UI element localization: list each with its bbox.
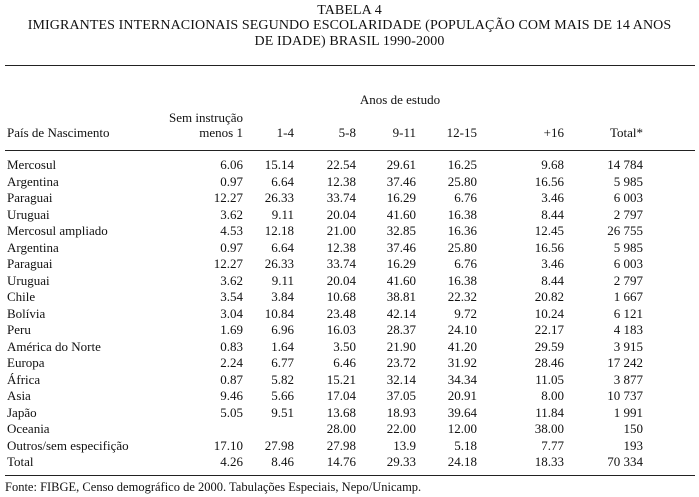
country-name: Paraguai bbox=[7, 256, 53, 271]
value-1-4: 5.66 bbox=[271, 388, 294, 403]
country-name: Chile bbox=[7, 289, 36, 304]
table-subtitle-line2: DE IDADE) BRASIL 1990-2000 bbox=[254, 34, 445, 49]
value-12-15: 25.80 bbox=[447, 173, 477, 189]
table-row bbox=[0, 306, 699, 323]
value-9-11: 32.85 bbox=[386, 223, 416, 238]
value-total: 6 003 bbox=[613, 190, 643, 205]
value-total: 6 121 bbox=[613, 305, 643, 321]
value-no-schooling: 12.27 bbox=[213, 190, 243, 205]
table-row bbox=[0, 322, 699, 339]
table-row bbox=[0, 190, 699, 207]
table-row bbox=[0, 223, 699, 240]
value-9-11: 41.60 bbox=[386, 206, 416, 222]
value-no-schooling: 6.06 bbox=[220, 157, 243, 172]
value-total: 14 784 bbox=[607, 157, 643, 172]
value-5-8: 28.00 bbox=[326, 421, 356, 436]
value-no-schooling: 0.97 bbox=[220, 173, 243, 189]
table-body bbox=[0, 157, 699, 471]
value-5-8: 15.21 bbox=[326, 371, 356, 387]
value-5-8: 21.00 bbox=[326, 223, 356, 238]
value-9-11: 37.46 bbox=[386, 239, 416, 255]
value-no-schooling: 1.69 bbox=[220, 322, 243, 337]
table-row bbox=[0, 174, 699, 191]
value-total: 3 877 bbox=[613, 371, 643, 387]
value-1-4: 6.64 bbox=[271, 173, 294, 189]
value-no-schooling: 9.46 bbox=[220, 388, 243, 403]
table-row bbox=[0, 339, 699, 356]
table-row bbox=[0, 388, 699, 405]
value-1-4: 26.33 bbox=[264, 190, 294, 205]
value-12-15: 20.91 bbox=[447, 388, 477, 403]
value-16-plus: 11.05 bbox=[535, 371, 564, 387]
value-total: 5 985 bbox=[613, 239, 643, 255]
table-row bbox=[0, 454, 699, 471]
value-no-schooling: 5.05 bbox=[220, 404, 243, 420]
value-1-4: 5.82 bbox=[271, 371, 294, 387]
value-total: 2 797 bbox=[613, 272, 643, 288]
country-name: Europa bbox=[7, 355, 45, 370]
value-5-8: 3.50 bbox=[333, 338, 356, 354]
table-row bbox=[0, 256, 699, 273]
header-col4: 12-15 bbox=[446, 125, 477, 140]
value-12-15: 16.38 bbox=[447, 272, 477, 288]
value-no-schooling: 4.53 bbox=[220, 223, 243, 238]
value-5-8: 14.76 bbox=[326, 454, 356, 469]
value-total: 70 334 bbox=[607, 454, 643, 469]
header-col0-line2: menos 1 bbox=[199, 125, 243, 140]
value-5-8: 12.38 bbox=[326, 239, 356, 255]
value-total: 193 bbox=[623, 437, 643, 453]
value-no-schooling: 3.54 bbox=[220, 289, 243, 304]
value-total: 1 667 bbox=[613, 289, 643, 304]
country-name: Asia bbox=[7, 388, 31, 403]
value-12-15: 5.18 bbox=[454, 437, 477, 453]
value-total: 1 991 bbox=[613, 404, 643, 420]
value-9-11: 18.93 bbox=[386, 404, 416, 420]
value-9-11: 38.81 bbox=[386, 289, 416, 304]
table-row bbox=[0, 273, 699, 290]
value-no-schooling: 0.83 bbox=[220, 338, 243, 354]
value-9-11: 41.60 bbox=[386, 272, 416, 288]
value-5-8: 23.48 bbox=[326, 305, 356, 321]
header-col3: 9-11 bbox=[392, 125, 416, 140]
value-12-15: 25.80 bbox=[447, 239, 477, 255]
value-12-15: 16.38 bbox=[447, 206, 477, 222]
value-5-8: 27.98 bbox=[326, 437, 356, 453]
value-5-8: 12.38 bbox=[326, 173, 356, 189]
value-16-plus: 11.84 bbox=[535, 404, 564, 420]
value-16-plus: 8.00 bbox=[541, 388, 564, 403]
value-5-8: 10.68 bbox=[326, 289, 356, 304]
value-no-schooling: 3.62 bbox=[220, 206, 243, 222]
country-name: Uruguai bbox=[7, 272, 50, 288]
value-12-15: 24.18 bbox=[447, 454, 477, 469]
header-group-years: Anos de estudo bbox=[359, 92, 441, 107]
value-5-8: 6.46 bbox=[333, 355, 356, 370]
value-5-8: 13.68 bbox=[326, 404, 356, 420]
value-total: 10 737 bbox=[607, 388, 643, 403]
value-total: 2 797 bbox=[613, 206, 643, 222]
value-9-11: 37.05 bbox=[386, 388, 416, 403]
table-row bbox=[0, 421, 699, 438]
value-9-11: 16.29 bbox=[386, 256, 416, 271]
value-total: 17 242 bbox=[607, 355, 643, 370]
value-no-schooling: 4.26 bbox=[220, 454, 243, 469]
value-5-8: 22.54 bbox=[326, 157, 356, 172]
country-name: Mercosul ampliado bbox=[7, 223, 108, 238]
table-row bbox=[0, 289, 699, 306]
value-5-8: 33.74 bbox=[326, 256, 356, 271]
value-16-plus: 7.77 bbox=[541, 437, 564, 453]
header-col6: Total* bbox=[609, 125, 643, 140]
value-12-15: 41.20 bbox=[447, 338, 477, 354]
country-name: Argentina bbox=[7, 239, 59, 255]
value-5-8: 17.04 bbox=[326, 388, 356, 403]
country-name: Argentina bbox=[7, 173, 59, 189]
country-name: Japão bbox=[7, 404, 37, 420]
table-row bbox=[0, 157, 699, 174]
value-5-8: 16.03 bbox=[326, 322, 356, 337]
value-no-schooling: 3.04 bbox=[220, 305, 243, 321]
value-16-plus: 22.17 bbox=[534, 322, 564, 337]
value-no-schooling: 0.97 bbox=[220, 239, 243, 255]
table-row bbox=[0, 372, 699, 389]
table-row bbox=[0, 405, 699, 422]
value-16-plus: 29.59 bbox=[534, 338, 564, 354]
value-1-4: 15.14 bbox=[264, 157, 294, 172]
value-no-schooling: 3.62 bbox=[220, 272, 243, 288]
value-16-plus: 16.56 bbox=[534, 173, 564, 189]
table-row bbox=[0, 240, 699, 257]
value-9-11: 21.90 bbox=[386, 338, 416, 354]
value-16-plus: 9.68 bbox=[541, 157, 564, 172]
value-12-15: 31.92 bbox=[447, 355, 477, 370]
value-16-plus: 8.44 bbox=[541, 206, 564, 222]
value-5-8: 20.04 bbox=[326, 206, 356, 222]
country-name: Uruguai bbox=[7, 206, 50, 222]
value-1-4: 3.84 bbox=[271, 289, 294, 304]
country-name: Peru bbox=[7, 322, 31, 337]
value-9-11: 28.37 bbox=[386, 322, 416, 337]
value-12-15: 9.72 bbox=[454, 305, 477, 321]
country-name: Mercosul bbox=[7, 157, 57, 172]
country-name: Oceania bbox=[7, 421, 50, 436]
value-total: 5 985 bbox=[613, 173, 643, 189]
country-name: Outros/sem especifição bbox=[7, 437, 129, 453]
value-1-4: 9.51 bbox=[271, 404, 294, 420]
value-12-15: 6.76 bbox=[454, 190, 477, 205]
value-no-schooling: 17.10 bbox=[213, 437, 243, 453]
country-name: Bolívia bbox=[7, 305, 46, 321]
value-1-4: 6.64 bbox=[271, 239, 294, 255]
value-1-4: 6.77 bbox=[271, 355, 294, 370]
table-subtitle-line1: IMIGRANTES INTERNACIONAIS SEGUNDO ESCOLARIDADE (POPULAÇÃO COM MAIS DE 14 ANOS bbox=[27, 18, 672, 33]
value-12-15: 39.64 bbox=[447, 404, 477, 420]
value-1-4: 27.98 bbox=[264, 437, 294, 453]
country-name: Total bbox=[7, 454, 34, 469]
value-9-11: 29.61 bbox=[386, 157, 416, 172]
value-16-plus: 8.44 bbox=[541, 272, 564, 288]
value-1-4: 8.46 bbox=[271, 454, 294, 469]
value-total: 3 915 bbox=[613, 338, 643, 354]
header-col0-line1: Sem instrução bbox=[168, 110, 243, 125]
source-note: Fonte: FIBGE, Censo demográfico de 2000. Tabulações Especiais, Nepo/Unicamp. bbox=[5, 480, 422, 494]
value-12-15: 6.76 bbox=[454, 256, 477, 271]
table-row bbox=[0, 438, 699, 455]
country-name: América do Norte bbox=[7, 338, 101, 354]
value-total: 6 003 bbox=[613, 256, 643, 271]
table-row bbox=[0, 355, 699, 372]
value-1-4: 9.11 bbox=[271, 206, 294, 222]
value-5-8: 33.74 bbox=[326, 190, 356, 205]
bottom-rule bbox=[5, 475, 695, 476]
value-16-plus: 38.00 bbox=[534, 421, 564, 436]
value-no-schooling: 12.27 bbox=[213, 256, 243, 271]
value-9-11: 13.9 bbox=[393, 437, 416, 453]
value-12-15: 22.32 bbox=[447, 289, 477, 304]
header-col1: 1-4 bbox=[276, 125, 294, 140]
value-1-4: 1.64 bbox=[271, 338, 294, 354]
value-9-11: 23.72 bbox=[386, 355, 416, 370]
value-16-plus: 3.46 bbox=[541, 256, 564, 271]
header-col2: 5-8 bbox=[338, 125, 356, 140]
country-name: Paraguai bbox=[7, 190, 53, 205]
value-12-15: 24.10 bbox=[447, 322, 477, 337]
value-16-plus: 10.24 bbox=[534, 305, 564, 321]
value-1-4: 10.84 bbox=[264, 305, 294, 321]
table-row bbox=[0, 207, 699, 224]
value-9-11: 37.46 bbox=[386, 173, 416, 189]
value-9-11: 22.00 bbox=[386, 421, 416, 436]
value-total: 4 183 bbox=[613, 322, 643, 337]
value-9-11: 29.33 bbox=[386, 454, 416, 469]
value-16-plus: 18.33 bbox=[534, 454, 564, 469]
value-total: 150 bbox=[623, 421, 643, 436]
value-16-plus: 12.45 bbox=[534, 223, 564, 238]
value-16-plus: 20.82 bbox=[534, 289, 564, 304]
table-title: TABELA 4 bbox=[317, 3, 382, 18]
value-no-schooling: 2.24 bbox=[220, 355, 243, 370]
value-5-8: 20.04 bbox=[326, 272, 356, 288]
value-1-4: 6.96 bbox=[271, 322, 294, 337]
value-total: 26 755 bbox=[607, 223, 643, 238]
header-col5: +16 bbox=[543, 125, 564, 140]
value-9-11: 16.29 bbox=[386, 190, 416, 205]
value-12-15: 34.34 bbox=[447, 371, 477, 387]
value-12-15: 12.00 bbox=[447, 421, 477, 436]
value-9-11: 42.14 bbox=[386, 305, 416, 321]
value-1-4: 26.33 bbox=[264, 256, 294, 271]
header-rule bbox=[5, 150, 695, 151]
value-9-11: 32.14 bbox=[386, 371, 416, 387]
value-12-15: 16.25 bbox=[447, 157, 477, 172]
value-16-plus: 3.46 bbox=[541, 190, 564, 205]
value-16-plus: 28.46 bbox=[534, 355, 564, 370]
value-1-4: 12.18 bbox=[264, 223, 294, 238]
value-no-schooling: 0.87 bbox=[220, 371, 243, 387]
value-1-4: 9.11 bbox=[271, 272, 294, 288]
value-16-plus: 16.56 bbox=[534, 239, 564, 255]
country-name: África bbox=[7, 371, 41, 387]
value-12-15: 16.36 bbox=[447, 223, 477, 238]
header-country: País de Nascimento bbox=[7, 125, 110, 140]
top-rule bbox=[5, 65, 695, 66]
